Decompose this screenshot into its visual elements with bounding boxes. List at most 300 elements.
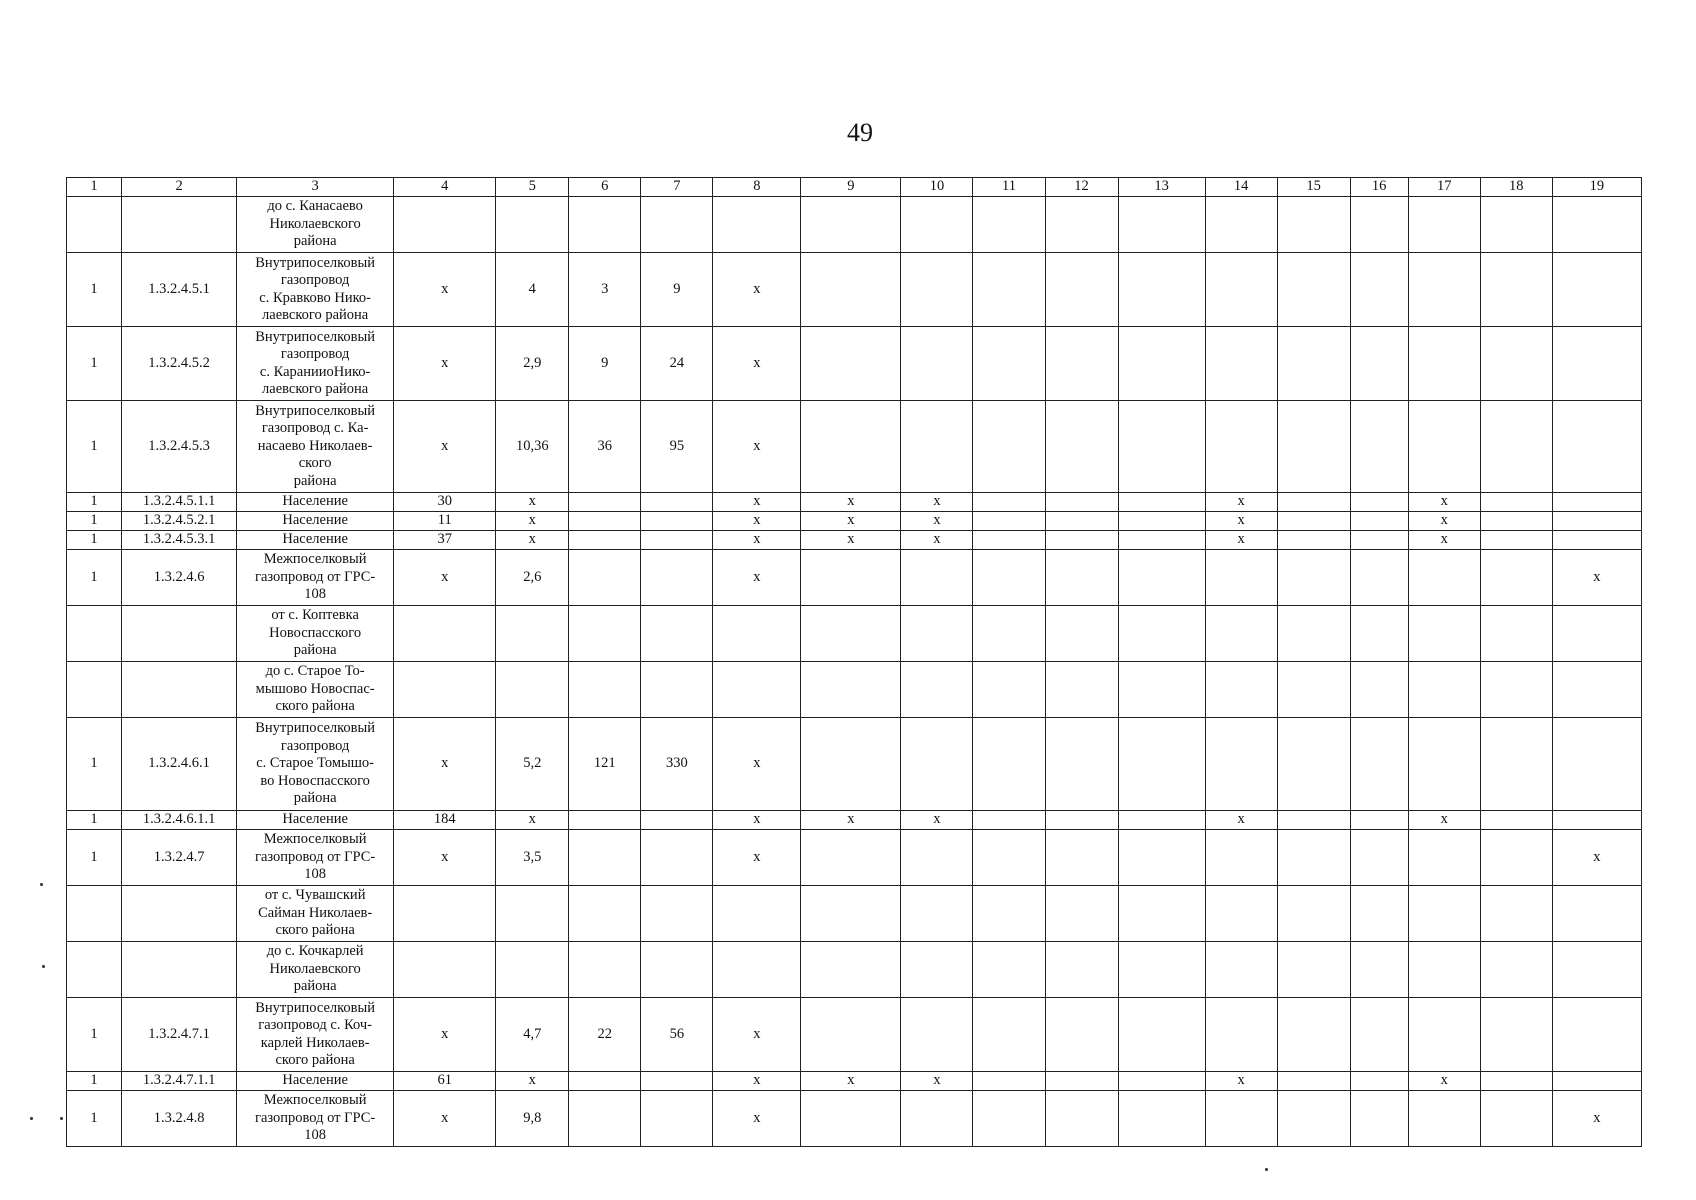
table-cell: [394, 886, 496, 942]
table-cell: 1: [67, 550, 122, 606]
table-cell: [1552, 942, 1641, 998]
table-cell: [569, 662, 641, 718]
table-cell: [394, 662, 496, 718]
table-cell: [122, 942, 237, 998]
table-cell: [641, 197, 713, 253]
table-cell: х: [1408, 811, 1480, 830]
table-cell: 1: [67, 401, 122, 493]
header-cell: 14: [1205, 178, 1277, 197]
table-cell: [801, 998, 901, 1072]
table-cell: [1552, 327, 1641, 401]
table-row: [67, 1091, 1642, 1147]
table-cell: [1350, 662, 1408, 718]
table-cell: [1118, 1091, 1205, 1147]
table-cell: [641, 1072, 713, 1091]
table-cell: [496, 662, 569, 718]
table-cell: [1350, 401, 1408, 493]
table-cell: [1045, 401, 1118, 493]
table-cell: [1552, 401, 1641, 493]
table-cell: 1: [67, 830, 122, 886]
table-cell: 1.3.2.4.6.1: [122, 718, 237, 811]
table-cell: [801, 253, 901, 327]
table-cell: [713, 606, 801, 662]
table-cell: [569, 811, 641, 830]
table-cell: [1277, 1072, 1350, 1091]
table-row: [67, 606, 1642, 662]
table-cell: от с. Коптевка Новоспасского района: [237, 606, 394, 662]
table-cell: [1552, 1072, 1641, 1091]
table-cell: [1277, 998, 1350, 1072]
table-cell: [973, 718, 1045, 811]
table-cell: [1350, 1091, 1408, 1147]
table-cell: [1205, 606, 1277, 662]
table-cell: х: [394, 998, 496, 1072]
table-cell: [1045, 493, 1118, 512]
table-cell: х: [1552, 1091, 1641, 1147]
table-cell: [1045, 886, 1118, 942]
table-row: [67, 662, 1642, 718]
table-cell: [1480, 493, 1552, 512]
table-cell: 95: [641, 401, 713, 493]
table-cell: 24: [641, 327, 713, 401]
table-cell: [1045, 942, 1118, 998]
table-cell: [973, 197, 1045, 253]
table-cell: Межпоселковый газопровод от ГРС- 108: [237, 830, 394, 886]
table-cell: Население: [237, 811, 394, 830]
table-cell: [1205, 662, 1277, 718]
scan-speck: [1265, 1168, 1268, 1171]
table-cell: [1408, 197, 1480, 253]
table-cell: [496, 942, 569, 998]
table-row: [67, 401, 1642, 493]
table-cell: [1118, 830, 1205, 886]
table-cell: Население: [237, 512, 394, 531]
header-cell: 4: [394, 178, 496, 197]
header-cell: 8: [713, 178, 801, 197]
table-cell: 1: [67, 811, 122, 830]
table-cell: [1205, 253, 1277, 327]
table-cell: [1045, 662, 1118, 718]
table-row: [67, 531, 1642, 550]
table-cell: [569, 886, 641, 942]
table-cell: х: [1205, 531, 1277, 550]
table-cell: 3,5: [496, 830, 569, 886]
table-cell: [1552, 606, 1641, 662]
table-cell: [1480, 998, 1552, 1072]
table-cell: [569, 942, 641, 998]
table-cell: [1118, 942, 1205, 998]
table-cell: 1.3.2.4.6.1.1: [122, 811, 237, 830]
table-cell: [901, 327, 973, 401]
table-cell: 9: [641, 253, 713, 327]
table-cell: [801, 830, 901, 886]
table-cell: 4,7: [496, 998, 569, 1072]
table-cell: [1118, 998, 1205, 1072]
table-cell: [973, 998, 1045, 1072]
table-cell: [901, 550, 973, 606]
table-cell: х: [801, 512, 901, 531]
table-row: [67, 811, 1642, 830]
table-cell: [1045, 531, 1118, 550]
table-cell: [1277, 197, 1350, 253]
table-cell: [122, 606, 237, 662]
table-cell: [901, 998, 973, 1072]
table-cell: [1408, 886, 1480, 942]
table-cell: [901, 886, 973, 942]
table-cell: 121: [569, 718, 641, 811]
table-cell: 9: [569, 327, 641, 401]
table-cell: [973, 550, 1045, 606]
table-cell: [713, 886, 801, 942]
table-cell: [394, 197, 496, 253]
table-cell: [901, 1091, 973, 1147]
table-cell: х: [901, 531, 973, 550]
table-cell: [1408, 253, 1480, 327]
table-cell: [67, 942, 122, 998]
header-cell: 3: [237, 178, 394, 197]
table-cell: х: [713, 401, 801, 493]
table-cell: [1277, 1091, 1350, 1147]
header-cell: 16: [1350, 178, 1408, 197]
table-cell: [1045, 606, 1118, 662]
table-cell: [1118, 401, 1205, 493]
table-cell: 4: [496, 253, 569, 327]
table-cell: х: [394, 401, 496, 493]
header-cell: 9: [801, 178, 901, 197]
table-cell: [1277, 493, 1350, 512]
table-cell: [1480, 811, 1552, 830]
table-cell: 330: [641, 718, 713, 811]
table-cell: [1277, 253, 1350, 327]
table-cell: [1480, 327, 1552, 401]
table-cell: х: [713, 327, 801, 401]
table-cell: х: [1552, 550, 1641, 606]
scan-speck: [30, 1117, 33, 1120]
table-cell: [1480, 401, 1552, 493]
table-cell: [1205, 197, 1277, 253]
table-cell: [973, 253, 1045, 327]
table-cell: [122, 886, 237, 942]
table-cell: [1277, 401, 1350, 493]
table-cell: [1277, 531, 1350, 550]
table-cell: [1552, 493, 1641, 512]
table-cell: [901, 942, 973, 998]
table-cell: 2,9: [496, 327, 569, 401]
table-cell: [1350, 998, 1408, 1072]
table-cell: [641, 512, 713, 531]
table-cell: х: [496, 493, 569, 512]
table-cell: [1118, 197, 1205, 253]
table-cell: [641, 550, 713, 606]
table-cell: х: [1205, 512, 1277, 531]
table-cell: 1.3.2.4.6: [122, 550, 237, 606]
table-cell: [1045, 550, 1118, 606]
table-cell: Внутрипоселковый газопровод с. КаранииоНико- лаевского района: [237, 327, 394, 401]
table-cell: [1350, 718, 1408, 811]
table-cell: 1.3.2.4.5.3.1: [122, 531, 237, 550]
table-cell: [973, 811, 1045, 830]
table-row: [67, 998, 1642, 1072]
table-cell: [713, 197, 801, 253]
table-cell: [1552, 197, 1641, 253]
table-cell: [1350, 512, 1408, 531]
table-cell: [1480, 253, 1552, 327]
table-cell: х: [713, 531, 801, 550]
table-cell: Население: [237, 531, 394, 550]
table-cell: х: [713, 253, 801, 327]
table-cell: х: [901, 512, 973, 531]
table-cell: х: [394, 830, 496, 886]
table-cell: [1045, 197, 1118, 253]
table-cell: [569, 493, 641, 512]
table-cell: [1552, 662, 1641, 718]
table-cell: [641, 606, 713, 662]
table-cell: [973, 662, 1045, 718]
table-cell: х: [713, 830, 801, 886]
table-cell: х: [713, 718, 801, 811]
table-cell: [1277, 550, 1350, 606]
table-cell: [1480, 886, 1552, 942]
table-cell: х: [394, 327, 496, 401]
table-cell: 1: [67, 512, 122, 531]
table-cell: х: [713, 493, 801, 512]
table-cell: [1205, 998, 1277, 1072]
table-cell: [1277, 830, 1350, 886]
table-cell: [1118, 253, 1205, 327]
table-cell: [641, 942, 713, 998]
table-cell: [641, 886, 713, 942]
table-cell: [1045, 811, 1118, 830]
table-cell: [973, 1091, 1045, 1147]
table-cell: Внутрипоселковый газопровод с. Коч- карлей Николаев- ского района: [237, 998, 394, 1072]
table-cell: [1118, 811, 1205, 830]
table-cell: [1277, 942, 1350, 998]
table-cell: [569, 512, 641, 531]
table-cell: 1: [67, 998, 122, 1072]
header-cell: 1: [67, 178, 122, 197]
table-cell: [1552, 253, 1641, 327]
page-number: 49: [847, 118, 873, 147]
table-cell: 1: [67, 493, 122, 512]
table-cell: [1408, 550, 1480, 606]
table-cell: х: [496, 512, 569, 531]
header-row: [67, 178, 1642, 197]
table-cell: [1045, 512, 1118, 531]
table-cell: [973, 606, 1045, 662]
table-cell: [569, 197, 641, 253]
table-cell: [569, 1091, 641, 1147]
table-cell: [801, 1091, 901, 1147]
table-cell: [713, 942, 801, 998]
table-cell: [1350, 531, 1408, 550]
header-cell: 17: [1408, 178, 1480, 197]
table-cell: [1045, 253, 1118, 327]
table-cell: х: [394, 718, 496, 811]
table-cell: [801, 942, 901, 998]
table-cell: Население: [237, 1072, 394, 1091]
table-row: [67, 550, 1642, 606]
table-cell: [901, 830, 973, 886]
table-cell: [801, 327, 901, 401]
table-cell: [496, 606, 569, 662]
table-cell: х: [1408, 531, 1480, 550]
table-cell: [1480, 512, 1552, 531]
table-cell: [801, 662, 901, 718]
table-cell: 1: [67, 1072, 122, 1091]
table-cell: [1205, 401, 1277, 493]
table-cell: [1277, 811, 1350, 830]
table-cell: 37: [394, 531, 496, 550]
table-cell: [641, 662, 713, 718]
table-cell: 1.3.2.4.5.3: [122, 401, 237, 493]
table-cell: х: [394, 253, 496, 327]
table-cell: [641, 1091, 713, 1147]
table-cell: [801, 606, 901, 662]
table-cell: [641, 830, 713, 886]
table-cell: [1118, 886, 1205, 942]
table-cell: х: [394, 1091, 496, 1147]
table-cell: [1118, 327, 1205, 401]
scan-speck: [60, 1117, 63, 1120]
table-cell: [1350, 811, 1408, 830]
scan-speck: [42, 965, 45, 968]
table-cell: [1552, 886, 1641, 942]
table-cell: [1205, 1091, 1277, 1147]
table-cell: [641, 493, 713, 512]
table-cell: [1408, 718, 1480, 811]
table-cell: до с. Кочкарлей Николаевского района: [237, 942, 394, 998]
table-cell: [1480, 718, 1552, 811]
table-row: [67, 942, 1642, 998]
table-cell: Межпоселковый газопровод от ГРС- 108: [237, 1091, 394, 1147]
table-cell: 11: [394, 512, 496, 531]
table-cell: [1480, 606, 1552, 662]
table-cell: [1552, 718, 1641, 811]
table-cell: [67, 886, 122, 942]
table-cell: [1350, 1072, 1408, 1091]
table-cell: х: [901, 493, 973, 512]
table-cell: х: [801, 811, 901, 830]
table-cell: 3: [569, 253, 641, 327]
table-cell: 1.3.2.4.7.1.1: [122, 1072, 237, 1091]
table-cell: [801, 197, 901, 253]
table-cell: [1277, 327, 1350, 401]
table-row: [67, 886, 1642, 942]
table-cell: [973, 512, 1045, 531]
scan-speck: [40, 883, 43, 886]
table-cell: [1552, 811, 1641, 830]
header-cell: 19: [1552, 178, 1641, 197]
table-cell: [1118, 662, 1205, 718]
table-cell: х: [394, 550, 496, 606]
table-cell: х: [901, 1072, 973, 1091]
table-cell: [1408, 1091, 1480, 1147]
table-cell: [569, 1072, 641, 1091]
table-cell: 1.3.2.4.7.1: [122, 998, 237, 1072]
table-row: [67, 830, 1642, 886]
table-cell: [394, 942, 496, 998]
table-cell: 1.3.2.4.5.2.1: [122, 512, 237, 531]
table-cell: [1277, 718, 1350, 811]
table-cell: х: [1408, 1072, 1480, 1091]
header-cell: 13: [1118, 178, 1205, 197]
table-cell: от с. Чувашский Сайман Николаев- ского района: [237, 886, 394, 942]
table-cell: [801, 886, 901, 942]
table-cell: [1350, 606, 1408, 662]
table-cell: [901, 606, 973, 662]
header-cell: 2: [122, 178, 237, 197]
table-cell: [1118, 550, 1205, 606]
table-cell: [901, 718, 973, 811]
table-cell: х: [713, 550, 801, 606]
table-cell: [801, 401, 901, 493]
table-cell: [1350, 327, 1408, 401]
table-cell: [1118, 512, 1205, 531]
header-cell: 12: [1045, 178, 1118, 197]
table-cell: [1350, 886, 1408, 942]
table-cell: [1045, 1072, 1118, 1091]
table-cell: 30: [394, 493, 496, 512]
table-cell: [569, 531, 641, 550]
table-cell: х: [713, 998, 801, 1072]
table-row: [67, 197, 1642, 253]
table-cell: [122, 197, 237, 253]
table-cell: [973, 886, 1045, 942]
table-row: [67, 1072, 1642, 1091]
table-cell: х: [713, 811, 801, 830]
table-cell: х: [496, 1072, 569, 1091]
table-cell: [1350, 830, 1408, 886]
table-cell: [496, 886, 569, 942]
table-cell: 10,36: [496, 401, 569, 493]
table-cell: [1350, 550, 1408, 606]
header-cell: 18: [1480, 178, 1552, 197]
table-row: [67, 327, 1642, 401]
table-cell: [1552, 531, 1641, 550]
table-cell: [1350, 493, 1408, 512]
table-cell: [1408, 662, 1480, 718]
table-cell: [1205, 942, 1277, 998]
table-cell: [1552, 998, 1641, 1072]
table-cell: [1118, 718, 1205, 811]
header-cell: 5: [496, 178, 569, 197]
table-cell: 184: [394, 811, 496, 830]
table-row: [67, 718, 1642, 811]
table-cell: [1408, 327, 1480, 401]
table-cell: х: [713, 1091, 801, 1147]
table-cell: 61: [394, 1072, 496, 1091]
table-cell: х: [496, 811, 569, 830]
table-cell: [569, 550, 641, 606]
table-cell: х: [1205, 1072, 1277, 1091]
table-cell: х: [1205, 811, 1277, 830]
header-cell: 15: [1277, 178, 1350, 197]
table-cell: [1045, 998, 1118, 1072]
table-cell: [641, 811, 713, 830]
table-cell: 1: [67, 531, 122, 550]
table-cell: [1480, 830, 1552, 886]
table-cell: до с. Старое То- мышово Новоспас- ского района: [237, 662, 394, 718]
table-cell: [973, 493, 1045, 512]
table-cell: [1045, 718, 1118, 811]
table-cell: [67, 606, 122, 662]
table-cell: [394, 606, 496, 662]
table-cell: [1480, 550, 1552, 606]
table-cell: х: [801, 531, 901, 550]
table-cell: 1.3.2.4.5.1: [122, 253, 237, 327]
table-cell: Население: [237, 493, 394, 512]
table-cell: [901, 401, 973, 493]
